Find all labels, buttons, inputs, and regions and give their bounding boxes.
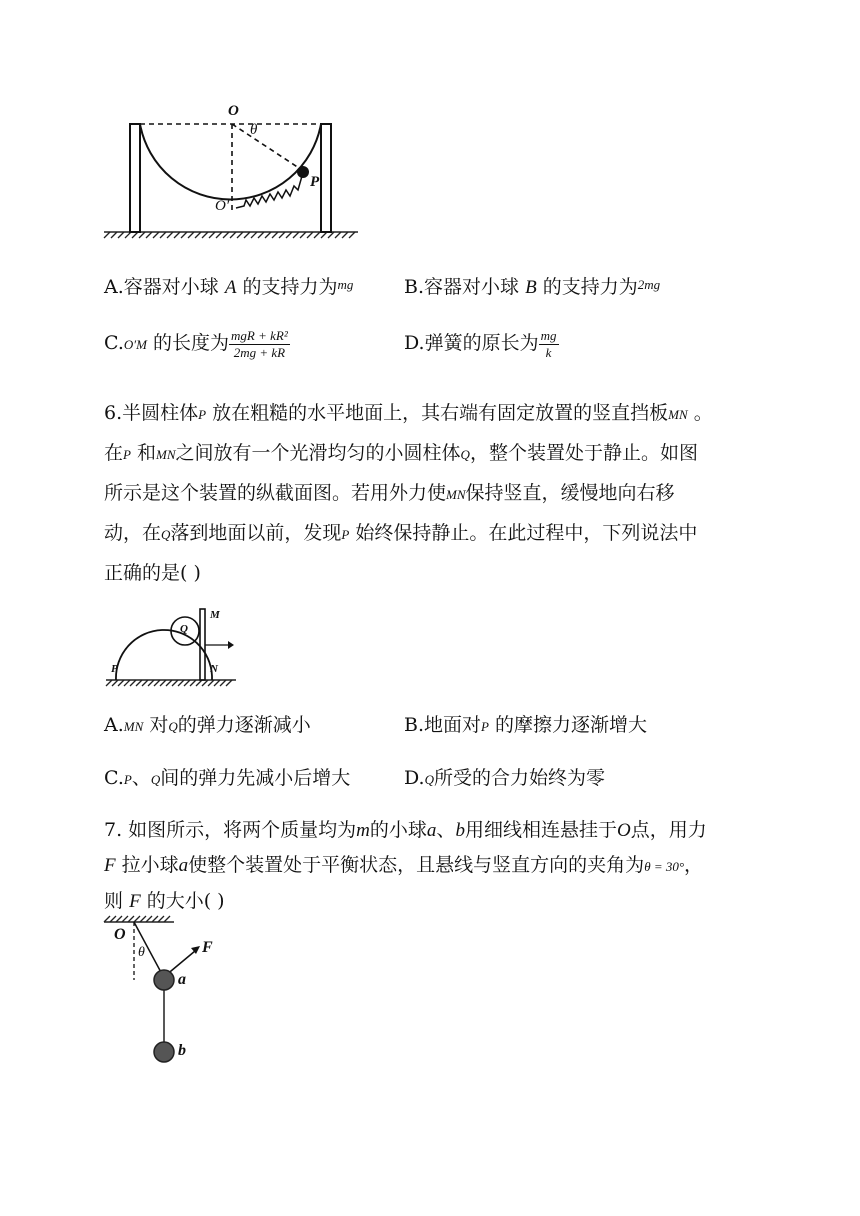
q6-l1-t0: 6.半圆柱体 [104, 402, 199, 424]
q6-l4-q: Q [161, 527, 171, 542]
q6-l2-mn: MN [156, 447, 176, 462]
q7-l1-o: O [616, 820, 631, 841]
q5-c-var: O′M [123, 337, 147, 353]
hatch-mark [122, 916, 128, 922]
q6-l1-mn: MN [668, 407, 688, 422]
q6-a-q: Q [168, 719, 178, 734]
q5-c-den: 2mg + kR [233, 344, 286, 360]
q6-l2-q: Q [460, 447, 470, 462]
hatch-mark [104, 916, 110, 922]
q6-c-t2: 、 [131, 767, 151, 789]
q6-d-q: Q [424, 772, 434, 787]
q7-l3-f: F [129, 891, 141, 912]
q6-c-p: P [123, 772, 132, 787]
q7-l2-theta: θ = 30° [644, 859, 685, 874]
q6-b-t2: 的摩擦力逐渐增大 [495, 714, 648, 736]
q5-b-prefix: B.容器对小球 [404, 276, 520, 298]
q6-l1-t4: 。 [693, 402, 713, 424]
q6-l1-t2: 放在粗糙的水平地面上，其右端有固定放置的竖直挡板 [212, 402, 669, 424]
q6-l3-t2: 保持竖直，缓慢地向右移 [465, 482, 675, 504]
q7-l1-b: b [455, 820, 465, 841]
q6-l4-t0: 动，在 [104, 522, 162, 544]
q6-l5-t0: 正确的是( ) [104, 562, 201, 584]
q6-b-t0: B.地面对 [404, 714, 482, 736]
q6-c-t4: 间的弹力先减小后增大 [160, 767, 351, 789]
q7-l1-t2: 的小球 [369, 819, 427, 841]
label-m: M [210, 609, 220, 621]
q7-l2-t5: ， [684, 854, 704, 876]
q5-d-num: mg [540, 328, 557, 343]
label-n: N [210, 663, 218, 675]
q7-l1-m: m [356, 820, 370, 841]
label-p: P [310, 174, 320, 190]
label-theta: θ [250, 122, 258, 138]
q7-l1-t8: 点，用力 [630, 819, 707, 841]
label-b7: b [178, 1042, 186, 1059]
q5-b-suffix: 的支持力为 [542, 276, 638, 298]
q7-l3-t0: 则 [104, 890, 124, 912]
hatch-mark [116, 916, 122, 922]
q7-l2-a: a [178, 855, 189, 876]
q6-c-t0: C. [104, 767, 124, 789]
label-o: O [228, 103, 239, 119]
q5-b-val: 2mg [637, 277, 661, 292]
q7-l2-f: F [104, 855, 116, 876]
ball-b [154, 1042, 174, 1062]
q7-l3-t2: 的大小( ) [146, 890, 225, 912]
q7-l1-t6: 用细线相连悬挂于 [464, 819, 617, 841]
q6-l3-t0: 所示是这个装置的纵截面图。若用外力使 [104, 482, 447, 504]
q6-a-t0: A. [104, 714, 124, 736]
q6-l1-p: P [198, 407, 207, 422]
q7-l1-t4: 、 [436, 819, 456, 841]
q6-a-t4: 的弹力逐渐减小 [177, 714, 311, 736]
hatch-mark [146, 916, 152, 922]
q5-a-var: A [224, 277, 237, 298]
q5-b-var: B [525, 277, 537, 298]
q7-l1-t0: 7. 如图所示，将两个质量均为 [104, 819, 357, 841]
q6-l4-t2: 落到地面以前，发现 [170, 522, 342, 544]
q6-d-t2: 所受的合力始终为零 [434, 767, 606, 789]
q5-c-num: mgR + kR² [231, 328, 288, 343]
label-theta7: θ [138, 945, 145, 960]
q6-a-t2: 对 [149, 714, 169, 736]
q6-d-t0: D. [404, 767, 425, 789]
q6-l2-t6: ，整个装置处于静止。如图 [469, 442, 698, 464]
q6-l4-t4: 始终保持静止。在此过程中，下列说法中 [355, 522, 698, 544]
q5-d-prefix: D.弹簧的原长为 [404, 332, 539, 355]
q6-l2-t0: 在 [104, 442, 124, 464]
hatch-mark [128, 916, 134, 922]
hatch-mark [158, 916, 164, 922]
q7-l2-t3: 使整个装置处于平衡状态，且悬线与竖直方向的夹角为 [188, 854, 645, 876]
label-a7: a [178, 971, 186, 988]
hatch-mark [140, 916, 146, 922]
q5-a-prefix: A.容器对小球 [104, 276, 219, 298]
q6-l2-p: P [123, 447, 131, 462]
label-o7: O [114, 926, 126, 943]
q6-c-q: Q [150, 772, 161, 787]
label-q: Q [180, 623, 188, 635]
hatch-mark [134, 916, 140, 922]
q5-c-prefix: C. [104, 332, 124, 355]
label-f7: F [202, 939, 213, 956]
q6-l3-mn: MN [446, 487, 466, 502]
label-p6: P [111, 663, 118, 675]
hatch-mark [152, 916, 158, 922]
q6-l2-t2: 和 [137, 442, 157, 464]
q6-l2-t4: 之间放有一个光滑均匀的小圆柱体 [175, 442, 461, 464]
q5-d-den: k [545, 344, 552, 360]
q6-a-mn: MN [123, 719, 144, 734]
q5-a-suffix: 的支持力为 [242, 276, 338, 298]
hatch-mark [164, 916, 170, 922]
q6-l4-p: P [341, 527, 350, 542]
ball-a [154, 970, 174, 990]
q5-a-val: mg [337, 277, 354, 292]
q7-l1-a: a [426, 820, 437, 841]
q7-l2-t1: 拉小球 [121, 854, 179, 876]
q5-c-suffix: 的长度为 [153, 332, 230, 355]
q6-b-p: P [481, 719, 489, 734]
label-o-prime: O′ [215, 198, 230, 214]
hatch-mark [110, 916, 116, 922]
